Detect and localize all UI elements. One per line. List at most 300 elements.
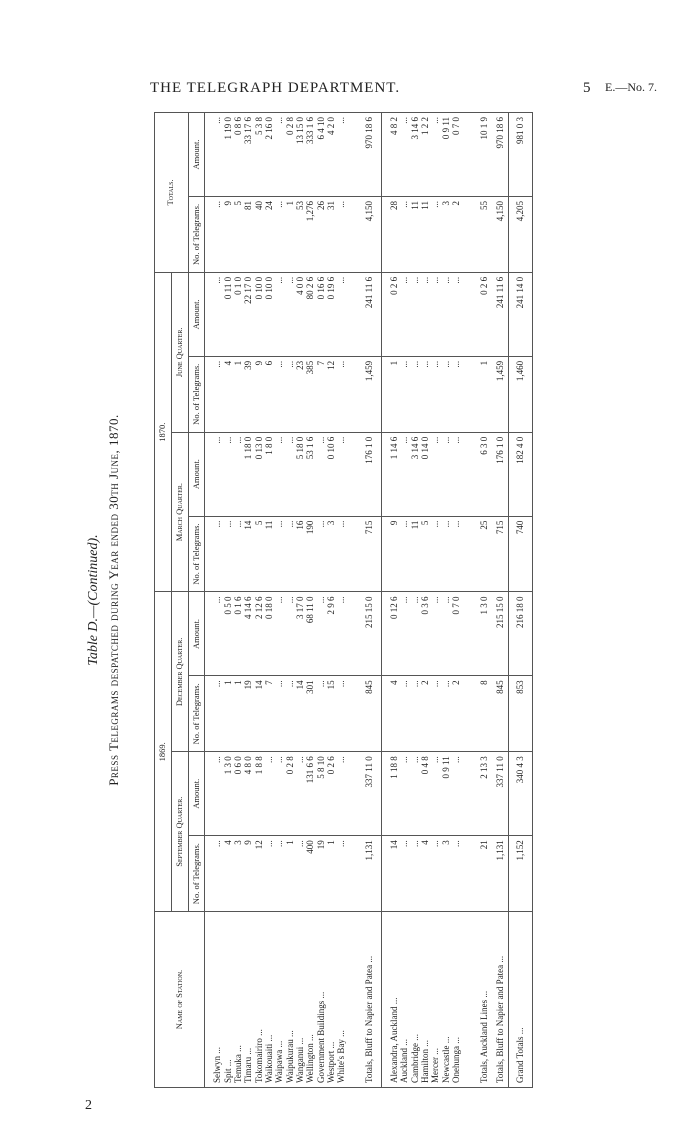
spacer-cell	[205, 272, 213, 356]
cell-jun-a: 80 2 6	[305, 272, 315, 356]
spacer-cell	[354, 752, 361, 836]
cell-dec-n: ...	[285, 676, 295, 752]
spacer-cell	[347, 516, 354, 592]
cell-mar-a: 176 1 0	[492, 432, 509, 516]
cell-sep-n: 1	[326, 836, 336, 912]
table-row	[243, 113, 253, 1088]
cell-jun-n: 1	[389, 356, 399, 432]
cell-tot-n: 2	[451, 197, 461, 273]
subtotal-row	[361, 113, 377, 1088]
spacer-cell	[382, 113, 390, 197]
cell-dec-n: ...	[316, 676, 326, 752]
spacer-cell	[469, 836, 476, 912]
table-row	[233, 113, 243, 1088]
cell-mar-a: ...	[441, 432, 451, 516]
cell-tot-a: 33 17 6	[243, 113, 253, 197]
station-name: Wellington ...	[305, 912, 315, 1088]
cell-sep-a: 0 2 8	[285, 752, 295, 836]
cell-mar-n: 3	[326, 516, 336, 592]
cell-dec-a: 2 9 6	[326, 592, 336, 676]
cell-sep-a: 1 8 8	[254, 752, 264, 836]
cell-sep-a: 337 11 0	[361, 752, 377, 836]
spacer-cell	[469, 113, 476, 197]
cell-jun-n: 12	[326, 356, 336, 432]
spacer-cell	[347, 752, 354, 836]
spacer-cell	[462, 836, 469, 912]
spacer-cell	[469, 912, 476, 1088]
cell-dec-n: ...	[410, 676, 420, 752]
cell-tot-a: 13 15 0	[295, 113, 305, 197]
cell-jun-a: 0 2 6	[389, 272, 399, 356]
cell-tot-a: 0 9 11	[441, 113, 451, 197]
cell-dec-a: ...	[399, 592, 409, 676]
cell-mar-n: ...	[316, 516, 326, 592]
spacer-cell	[205, 113, 213, 197]
spacer-cell	[462, 272, 469, 356]
cell-tot-n: 4,150	[492, 197, 509, 273]
cell-sep-a: 2 13 3	[476, 752, 492, 836]
cell-tot-a: 981 0 3	[509, 113, 532, 197]
cell-jun-a: ...	[274, 272, 284, 356]
cell-sep-a: ...	[274, 752, 284, 836]
cell-sep-n: 1,131	[492, 836, 509, 912]
table-row	[254, 113, 264, 1088]
cell-jun-a: ...	[285, 272, 295, 356]
cell-tot-n: 26	[316, 197, 326, 273]
spacer-cell	[382, 356, 390, 432]
spacer-cell	[347, 676, 354, 752]
table-row	[212, 113, 222, 1088]
cell-tot-n: 1,276	[305, 197, 315, 273]
totals-header: Totals.	[155, 113, 189, 273]
spacer-row	[382, 113, 390, 1088]
spacer-row	[347, 113, 354, 1088]
cell-dec-n: ...	[212, 676, 222, 752]
cell-sep-n: 12	[254, 836, 264, 912]
cell-dec-n: 19	[243, 676, 253, 752]
spacer-cell	[462, 752, 469, 836]
cell-sep-n: 4	[420, 836, 430, 912]
cell-mar-n: ...	[451, 516, 461, 592]
spacer-cell	[382, 752, 390, 836]
cell-mar-a: 0 14 0	[420, 432, 430, 516]
cell-jun-a: ...	[441, 272, 451, 356]
spacer-cell	[354, 113, 361, 197]
station-name: Wanganui ...	[295, 912, 305, 1088]
cell-tot-a: 0 2 8	[285, 113, 295, 197]
cell-mar-n: 715	[492, 516, 509, 592]
spacer-cell	[354, 836, 361, 912]
spacer-cell	[347, 836, 354, 912]
cell-tot-a: 5 3 8	[254, 113, 264, 197]
cell-jun-a: 0 19 6	[326, 272, 336, 356]
spacer-cell	[205, 516, 213, 592]
spacer-row	[469, 113, 476, 1088]
cell-dec-n: ...	[336, 676, 346, 752]
cell-tot-a: 3 14 6	[410, 113, 420, 197]
cell-mar-n: 25	[476, 516, 492, 592]
cell-dec-n: 7	[264, 676, 274, 752]
cell-dec-a: 215 15 0	[492, 592, 509, 676]
cell-tot-n: 81	[243, 197, 253, 273]
cell-tot-a: 970 18 6	[492, 113, 509, 197]
col-no-telegrams: No. of Telegrams.	[188, 356, 205, 432]
cell-jun-a: 241 11 6	[361, 272, 377, 356]
station-name: Totals, Auckland Lines ...	[476, 912, 492, 1088]
table-row	[295, 113, 305, 1088]
table-title: Table D.—(Continued).	[86, 534, 101, 666]
cell-dec-n: 2	[451, 676, 461, 752]
station-name: Auckland ...	[399, 912, 409, 1088]
cell-tot-a: ...	[336, 113, 346, 197]
table-row	[223, 113, 233, 1088]
spacer-cell	[469, 356, 476, 432]
cell-mar-a: ...	[451, 432, 461, 516]
spacer-cell	[205, 592, 213, 676]
cell-mar-n: 11	[410, 516, 420, 592]
cell-jun-n: 1,460	[509, 356, 532, 432]
cell-sep-a: ...	[295, 752, 305, 836]
spacer-cell	[462, 516, 469, 592]
table-row	[285, 113, 295, 1088]
spacer-cell	[462, 432, 469, 516]
cell-tot-n: 28	[389, 197, 399, 273]
cell-mar-n: 14	[243, 516, 253, 592]
cell-sep-n: 1	[285, 836, 295, 912]
cell-tot-n: 3	[441, 197, 451, 273]
cell-sep-n: ...	[451, 836, 461, 912]
station-column-header: Name of Station.	[155, 912, 205, 1088]
cell-jun-a: 4 0 0	[295, 272, 305, 356]
station-name: Spit ...	[223, 912, 233, 1088]
cell-sep-a: 1 3 0	[223, 752, 233, 836]
year-1869-header: 1869.	[155, 592, 172, 912]
cell-jun-a: ...	[410, 272, 420, 356]
cell-jun-a: 0 1 0	[233, 272, 243, 356]
cell-mar-a: ...	[430, 432, 440, 516]
spacer-cell	[462, 592, 469, 676]
cell-jun-n: 1	[476, 356, 492, 432]
december-quarter-header: December Quarter.	[171, 592, 188, 752]
cell-jun-n: 1	[233, 356, 243, 432]
page-number: 5	[583, 80, 591, 96]
cell-mar-a: ...	[212, 432, 222, 516]
cell-sep-a: 131 6 6	[305, 752, 315, 836]
cell-jun-a: 0 11 0	[223, 272, 233, 356]
cell-dec-a: 215 15 0	[361, 592, 377, 676]
cell-jun-n: 1,459	[492, 356, 509, 432]
cell-dec-a: 0 3 6	[420, 592, 430, 676]
cell-sep-a: 0 6 0	[233, 752, 243, 836]
cell-dec-n: ...	[399, 676, 409, 752]
footer-page-number: 2	[85, 1098, 92, 1113]
spacer-cell	[354, 676, 361, 752]
cell-jun-n: ...	[441, 356, 451, 432]
table-row	[336, 113, 346, 1088]
cell-mar-a: 1 8 0	[264, 432, 274, 516]
col-amount: Amount.	[188, 113, 205, 197]
table-subtitle: Press Telegrams despatched during Year ended 30th June, 1870.	[106, 414, 121, 786]
table-row	[399, 113, 409, 1088]
cell-sep-a: ...	[430, 752, 440, 836]
station-name: Cambridge ...	[410, 912, 420, 1088]
spacer-cell	[347, 272, 354, 356]
subtotal-row	[476, 113, 492, 1088]
cell-dec-a: 68 11 0	[305, 592, 315, 676]
station-name: White's Bay ...	[336, 912, 346, 1088]
cell-jun-a: 241 11 6	[492, 272, 509, 356]
cell-mar-n: ...	[399, 516, 409, 592]
cell-dec-n: ...	[274, 676, 284, 752]
cell-jun-n: 6	[264, 356, 274, 432]
station-name: Totals, Bluff to Napier and Patea ...	[361, 912, 377, 1088]
cell-sep-n: 3	[233, 836, 243, 912]
table-row	[420, 113, 430, 1088]
subtotal-row	[492, 113, 509, 1088]
station-name: Temuka ...	[233, 912, 243, 1088]
spacer-cell	[205, 197, 213, 273]
table-row	[430, 113, 440, 1088]
cell-mar-a: ...	[274, 432, 284, 516]
cell-dec-a: 0 18 0	[264, 592, 274, 676]
spacer-cell	[469, 676, 476, 752]
cell-tot-a: 970 18 6	[361, 113, 377, 197]
spacer-cell	[205, 836, 213, 912]
cell-tot-a: ...	[430, 113, 440, 197]
cell-jun-a: ...	[430, 272, 440, 356]
cell-jun-a: ...	[212, 272, 222, 356]
cell-jun-a: 22 17 0	[243, 272, 253, 356]
cell-jun-n: 39	[243, 356, 253, 432]
cell-sep-n: 1,152	[509, 836, 532, 912]
cell-mar-a: 53 1 6	[305, 432, 315, 516]
cell-mar-a: ...	[223, 432, 233, 516]
cell-sep-n: 3	[441, 836, 451, 912]
cell-mar-n: 740	[509, 516, 532, 592]
spacer-cell	[462, 676, 469, 752]
spacer-cell	[354, 432, 361, 516]
cell-mar-n: 9	[389, 516, 399, 592]
cell-sep-a: 5 8 10	[316, 752, 326, 836]
cell-mar-n: ...	[285, 516, 295, 592]
station-name: Totals, Bluff to Napier and Patea ...	[492, 912, 509, 1088]
table-body	[205, 113, 532, 1088]
cell-sep-a: 1 18 8	[389, 752, 399, 836]
cell-tot-a: 4 2 0	[326, 113, 336, 197]
cell-jun-n: 23	[295, 356, 305, 432]
cell-tot-a: 1 2 2	[420, 113, 430, 197]
cell-jun-a: 0 2 6	[476, 272, 492, 356]
cell-dec-n: 14	[254, 676, 264, 752]
cell-mar-n: ...	[223, 516, 233, 592]
station-name: Government Buildings ...	[316, 912, 326, 1088]
cell-sep-a: ...	[451, 752, 461, 836]
col-amount: Amount.	[188, 752, 205, 836]
grand-total-row	[509, 113, 532, 1088]
cell-jun-a: ...	[399, 272, 409, 356]
cell-dec-a: 0 7 0	[451, 592, 461, 676]
spacer-cell	[347, 432, 354, 516]
cell-mar-n: 5	[254, 516, 264, 592]
col-no-telegrams: No. of Telegrams.	[188, 676, 205, 752]
cell-tot-a: 4 8 2	[389, 113, 399, 197]
cell-tot-n: 31	[326, 197, 336, 273]
cell-tot-n: 5	[233, 197, 243, 273]
cell-sep-n: 400	[305, 836, 315, 912]
cell-dec-n: 853	[509, 676, 532, 752]
cell-tot-n: ...	[274, 197, 284, 273]
cell-sep-n: ...	[264, 836, 274, 912]
cell-dec-a: ...	[336, 592, 346, 676]
cell-sep-n: 9	[243, 836, 253, 912]
cell-mar-n: ...	[274, 516, 284, 592]
cell-dec-a: ...	[212, 592, 222, 676]
cell-dec-n: 1	[233, 676, 243, 752]
station-name: Hamilton ...	[420, 912, 430, 1088]
cell-tot-a: ...	[399, 113, 409, 197]
cell-mar-n: 190	[305, 516, 315, 592]
cell-sep-n: 14	[389, 836, 399, 912]
cell-dec-a: 0 1 6	[233, 592, 243, 676]
cell-dec-n: 301	[305, 676, 315, 752]
spacer-cell	[382, 912, 390, 1088]
cell-sep-a: ...	[264, 752, 274, 836]
cell-mar-a: 176 1 0	[361, 432, 377, 516]
station-name: Onehunga ...	[451, 912, 461, 1088]
cell-sep-n: ...	[430, 836, 440, 912]
cell-sep-n: ...	[274, 836, 284, 912]
cell-mar-a: 3 14 6	[410, 432, 420, 516]
cell-dec-a: 0 12 6	[389, 592, 399, 676]
cell-sep-n: 4	[223, 836, 233, 912]
cell-mar-n: 11	[264, 516, 274, 592]
col-no-telegrams: No. of Telegrams.	[188, 836, 205, 912]
spacer-cell	[462, 356, 469, 432]
cell-jun-n: ...	[285, 356, 295, 432]
table-row	[316, 113, 326, 1088]
spacer-cell	[382, 432, 390, 516]
cell-mar-a: ...	[336, 432, 346, 516]
cell-jun-n: ...	[420, 356, 430, 432]
cell-sep-a: ...	[399, 752, 409, 836]
cell-mar-n: ...	[336, 516, 346, 592]
cell-sep-a: 0 4 8	[420, 752, 430, 836]
cell-tot-n: 55	[476, 197, 492, 273]
press-telegrams-table	[154, 112, 533, 1088]
cell-jun-a: ...	[451, 272, 461, 356]
cell-sep-n: ...	[295, 836, 305, 912]
cell-mar-a: 0 10 6	[326, 432, 336, 516]
march-quarter-header: March Quarter.	[171, 432, 188, 592]
cell-dec-a: 1 3 0	[476, 592, 492, 676]
table-row	[451, 113, 461, 1088]
station-name: Newcastle ...	[441, 912, 451, 1088]
cell-sep-n: ...	[410, 836, 420, 912]
cell-dec-n: 1	[223, 676, 233, 752]
cell-jun-n: 7	[316, 356, 326, 432]
year-1870-header: 1870.	[155, 272, 172, 592]
cell-tot-a: ...	[212, 113, 222, 197]
station-name: Selwyn ...	[212, 912, 222, 1088]
spacer-cell	[347, 356, 354, 432]
spacer-cell	[205, 432, 213, 516]
station-name: Waipukurau ...	[285, 912, 295, 1088]
cell-dec-a: ...	[285, 592, 295, 676]
cell-mar-a: 6 3 0	[476, 432, 492, 516]
cell-jun-a: ...	[420, 272, 430, 356]
cell-tot-n: 24	[264, 197, 274, 273]
cell-jun-n: 1,459	[361, 356, 377, 432]
spacer-cell	[469, 197, 476, 273]
cell-tot-a: 1 19 0	[223, 113, 233, 197]
cell-jun-n: ...	[451, 356, 461, 432]
cell-dec-a: ...	[410, 592, 420, 676]
table-row	[441, 113, 451, 1088]
cell-tot-n: 11	[410, 197, 420, 273]
cell-jun-n: 385	[305, 356, 315, 432]
table-row	[274, 113, 284, 1088]
cell-jun-a: 0 10 0	[254, 272, 264, 356]
cell-sep-a: 0 9 11	[441, 752, 451, 836]
cell-sep-a: ...	[212, 752, 222, 836]
june-quarter-header: June Quarter.	[171, 272, 188, 432]
station-name: Alexandra, Auckland ...	[389, 912, 399, 1088]
cell-tot-n: 11	[420, 197, 430, 273]
cell-dec-a: ...	[316, 592, 326, 676]
station-name: Westport ...	[326, 912, 336, 1088]
cell-dec-n: 14	[295, 676, 305, 752]
running-title: THE TELEGRAPH DEPARTMENT.	[150, 80, 401, 96]
rotated-table-region	[82, 112, 588, 1088]
spacer-cell	[382, 592, 390, 676]
cell-tot-n: ...	[212, 197, 222, 273]
cell-tot-n: ...	[399, 197, 409, 273]
spacer-cell	[469, 516, 476, 592]
cell-dec-n: 845	[492, 676, 509, 752]
document-reference: E.—No. 7.	[605, 80, 657, 94]
cell-mar-n: 5	[420, 516, 430, 592]
cell-tot-n: 4,205	[509, 197, 532, 273]
cell-jun-n: ...	[410, 356, 420, 432]
spacer-row	[462, 113, 469, 1088]
spacer-cell	[354, 516, 361, 592]
cell-sep-n: 1,131	[361, 836, 377, 912]
cell-jun-n: 9	[254, 356, 264, 432]
cell-mar-n: 16	[295, 516, 305, 592]
rotated-table-content	[82, 112, 588, 1088]
spacer-cell	[354, 912, 361, 1088]
col-no-telegrams: No. of Telegrams.	[188, 516, 205, 592]
cell-jun-n: 4	[223, 356, 233, 432]
spacer-cell	[469, 432, 476, 516]
cell-mar-a: ...	[285, 432, 295, 516]
cell-dec-n: 2	[420, 676, 430, 752]
cell-sep-a: ...	[410, 752, 420, 836]
cell-sep-a: ...	[336, 752, 346, 836]
cell-dec-a: 3 17 0	[295, 592, 305, 676]
cell-tot-a: 2 16 0	[264, 113, 274, 197]
cell-tot-a: 0 7 0	[451, 113, 461, 197]
table-row	[389, 113, 399, 1088]
cell-jun-a: 0 16 6	[316, 272, 326, 356]
spacer-cell	[347, 197, 354, 273]
spacer-cell	[205, 356, 213, 432]
cell-mar-a: 1 14 6	[389, 432, 399, 516]
cell-jun-n: ...	[399, 356, 409, 432]
table-caption	[82, 112, 122, 1088]
cell-jun-a: 0 10 0	[264, 272, 274, 356]
station-name: Grand Totals ...	[509, 912, 532, 1088]
